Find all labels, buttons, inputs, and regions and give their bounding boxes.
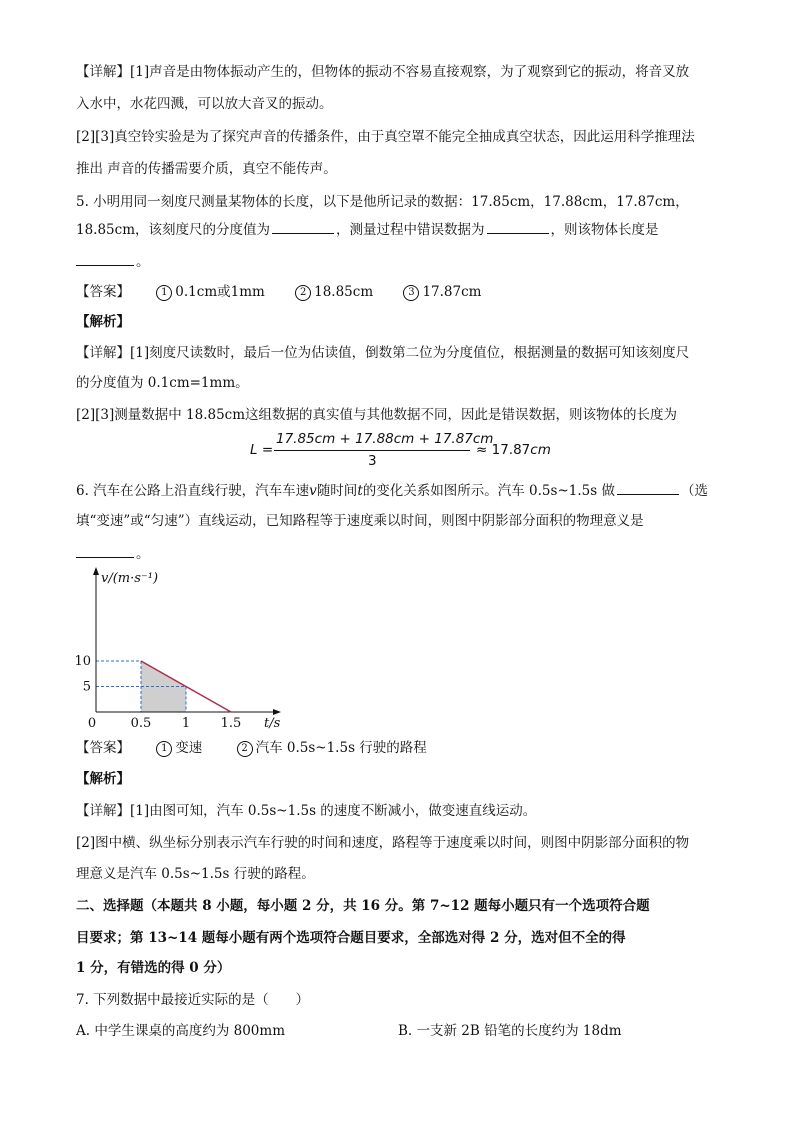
detail-5-line-1: 【详解】[1]刻度尺读数时，最后一位为估读值，倒数第二位为分度值位，根据测量的数据可知该刻度尺 (76, 345, 690, 361)
formula-result (476, 442, 551, 458)
answer-value: 汽车 0.5s~1.5s 行驶的路程 (255, 740, 427, 756)
answer-5-item-2 (295, 282, 373, 302)
answer-label: 【答案】 (76, 284, 130, 300)
detail-line-3: [2][3]真空铃实验是为了探究声音的传播条件，由于真空罩不能完全抽成真空状态，因此运用科学推理法 (76, 129, 695, 145)
analysis-label: 【解析】 (76, 314, 130, 330)
section-2-heading-line-3: 1 分，有错选的得 0 分） (76, 960, 231, 976)
circle-number: 2 (237, 741, 253, 757)
detail-line-4: 推出 声音的传播需要介质，真空不能传声。 (76, 161, 337, 177)
question-5-line-1: 5. 小明用同一刻度尺测量某物体的长度，以下是他所记录的数据：17.85cm，17.88cm，17.87cm， (76, 194, 689, 210)
answer-value: 18.85cm (314, 284, 374, 300)
q5-text-1: 18.85cm，该刻度尺的分度值为 (76, 222, 271, 238)
circle-number: 1 (156, 741, 172, 757)
question-6-line-1 (76, 480, 708, 501)
question-7: 7. 下列数据中最接近实际的是（ ） (76, 992, 310, 1008)
answer-6 (76, 738, 453, 758)
detail-6-line-3: 理意义是汽车 0.5s~1.5s 行驶的路程。 (76, 866, 315, 882)
length-formula (250, 430, 580, 472)
y-axis-label: v/(m·s⁻¹) (101, 571, 159, 586)
answer-blank[interactable] (617, 480, 679, 495)
y-tick-label: 10 (74, 654, 91, 669)
answer-blank[interactable] (272, 219, 334, 234)
q6-text-1: 6. 汽车在公路上沿直线行驶，汽车车速 (76, 483, 310, 499)
x-tick-label: 0.5 (130, 716, 152, 731)
fraction-bar (274, 450, 470, 451)
detail-6-line-1: 【详解】[1]由图可知，汽车 0.5s~1.5s 的速度不断减小，做变速直线运动。 (76, 803, 537, 819)
x-tick-label: 1.5 (220, 716, 242, 731)
y-axis-arrow (93, 567, 99, 575)
answer-5 (76, 282, 507, 302)
question-7-option-a[interactable]: A. 中学生课桌的高度约为 800mm (76, 1023, 285, 1039)
question-5-line-2 (76, 219, 659, 240)
detail-line-2: 入水中，水花四溅，可以放大音叉的振动。 (76, 96, 333, 112)
q6-text-3: 的变化关系如图所示。汽车 0.5s~1.5s 做 (362, 483, 615, 499)
circle-number: 1 (156, 285, 172, 301)
q5-text-2: ，测量过程中错误数据为 (336, 222, 485, 238)
x-axis-label: t/s (264, 716, 281, 731)
section-2-heading-line-1: 二、选择题（本题共 8 小题，每小题 2 分，共 16 分。第 7~12 题每小题只有一个选项符合题 (76, 898, 650, 914)
detail-line-1: 【详解】[1]声音是由物体振动产生的，但物体的振动不容易直接观察，为了观察到它的振动，将音叉放 (76, 64, 690, 80)
velocity-time-chart (70, 566, 290, 736)
formula-approx: ≈ 17.87 (476, 442, 531, 458)
q6-period: 。 (136, 546, 150, 562)
answer-6-item-2 (237, 738, 427, 758)
answer-blank[interactable] (76, 543, 134, 558)
analysis-label: 【解析】 (76, 771, 130, 787)
q5-text-3: ，则该物体长度是 (550, 222, 659, 238)
answer-blank[interactable] (487, 219, 549, 234)
section-2-heading-line-2: 目要求；第 13~14 题每小题有两个选项符合题目要求，全部选对得 2 分，选对但不全的得 (76, 930, 626, 946)
answer-5-item-3 (403, 282, 481, 302)
q6-text-4: （选 (680, 483, 708, 499)
detail-5-line-3: [2][3]测量数据中 18.85cm这组数据的真实值与其他数据不同，因此是错误数据，则该物体的长度为 (76, 407, 678, 423)
circle-number: 3 (403, 285, 419, 301)
answer-5-item-1 (156, 282, 265, 302)
question-6-line-3 (76, 543, 150, 564)
q6-var-v: v (309, 483, 317, 499)
detail-5-line-2: 的分度值为 0.1cm=1mm。 (76, 375, 249, 391)
q5-period: 。 (136, 254, 150, 270)
answer-value: 0.1cm或1mm (175, 284, 265, 300)
answer-blank[interactable] (76, 251, 134, 266)
x-tick-label: 0 (87, 716, 97, 731)
q6-text-2: 随时间 (316, 483, 358, 499)
q6-var-t: t (357, 483, 363, 499)
circle-number: 2 (295, 285, 311, 301)
answer-value: 变速 (175, 740, 203, 756)
formula-numerator: 17.85cm + 17.88cm + 17.87cm (276, 431, 494, 447)
answer-label: 【答案】 (76, 740, 130, 756)
formula-denominator: 3 (368, 453, 377, 469)
formula-unit: cm (530, 442, 551, 458)
x-axis-arrow (273, 709, 281, 715)
answer-6-item-1 (156, 738, 202, 758)
answer-value: 17.87cm (422, 284, 482, 300)
question-6-line-2: 填“变速”或“匀速”）直线运动，已知路程等于速度乘以时间，则图中阴影部分面积的物理意义是 (76, 513, 644, 529)
x-tick-label: 1 (181, 716, 191, 731)
detail-6-line-2: [2]图中横、纵坐标分别表示汽车行驶的时间和速度，路程等于速度乘以时间，则图中阴影部分面积的物 (76, 835, 690, 851)
question-7-option-b[interactable]: B. 一支新 2B 铅笔的长度约为 18dm (398, 1023, 622, 1039)
question-5-line-3 (76, 251, 150, 272)
y-tick-label: 5 (82, 679, 91, 695)
formula-lhs: L = (250, 442, 274, 458)
